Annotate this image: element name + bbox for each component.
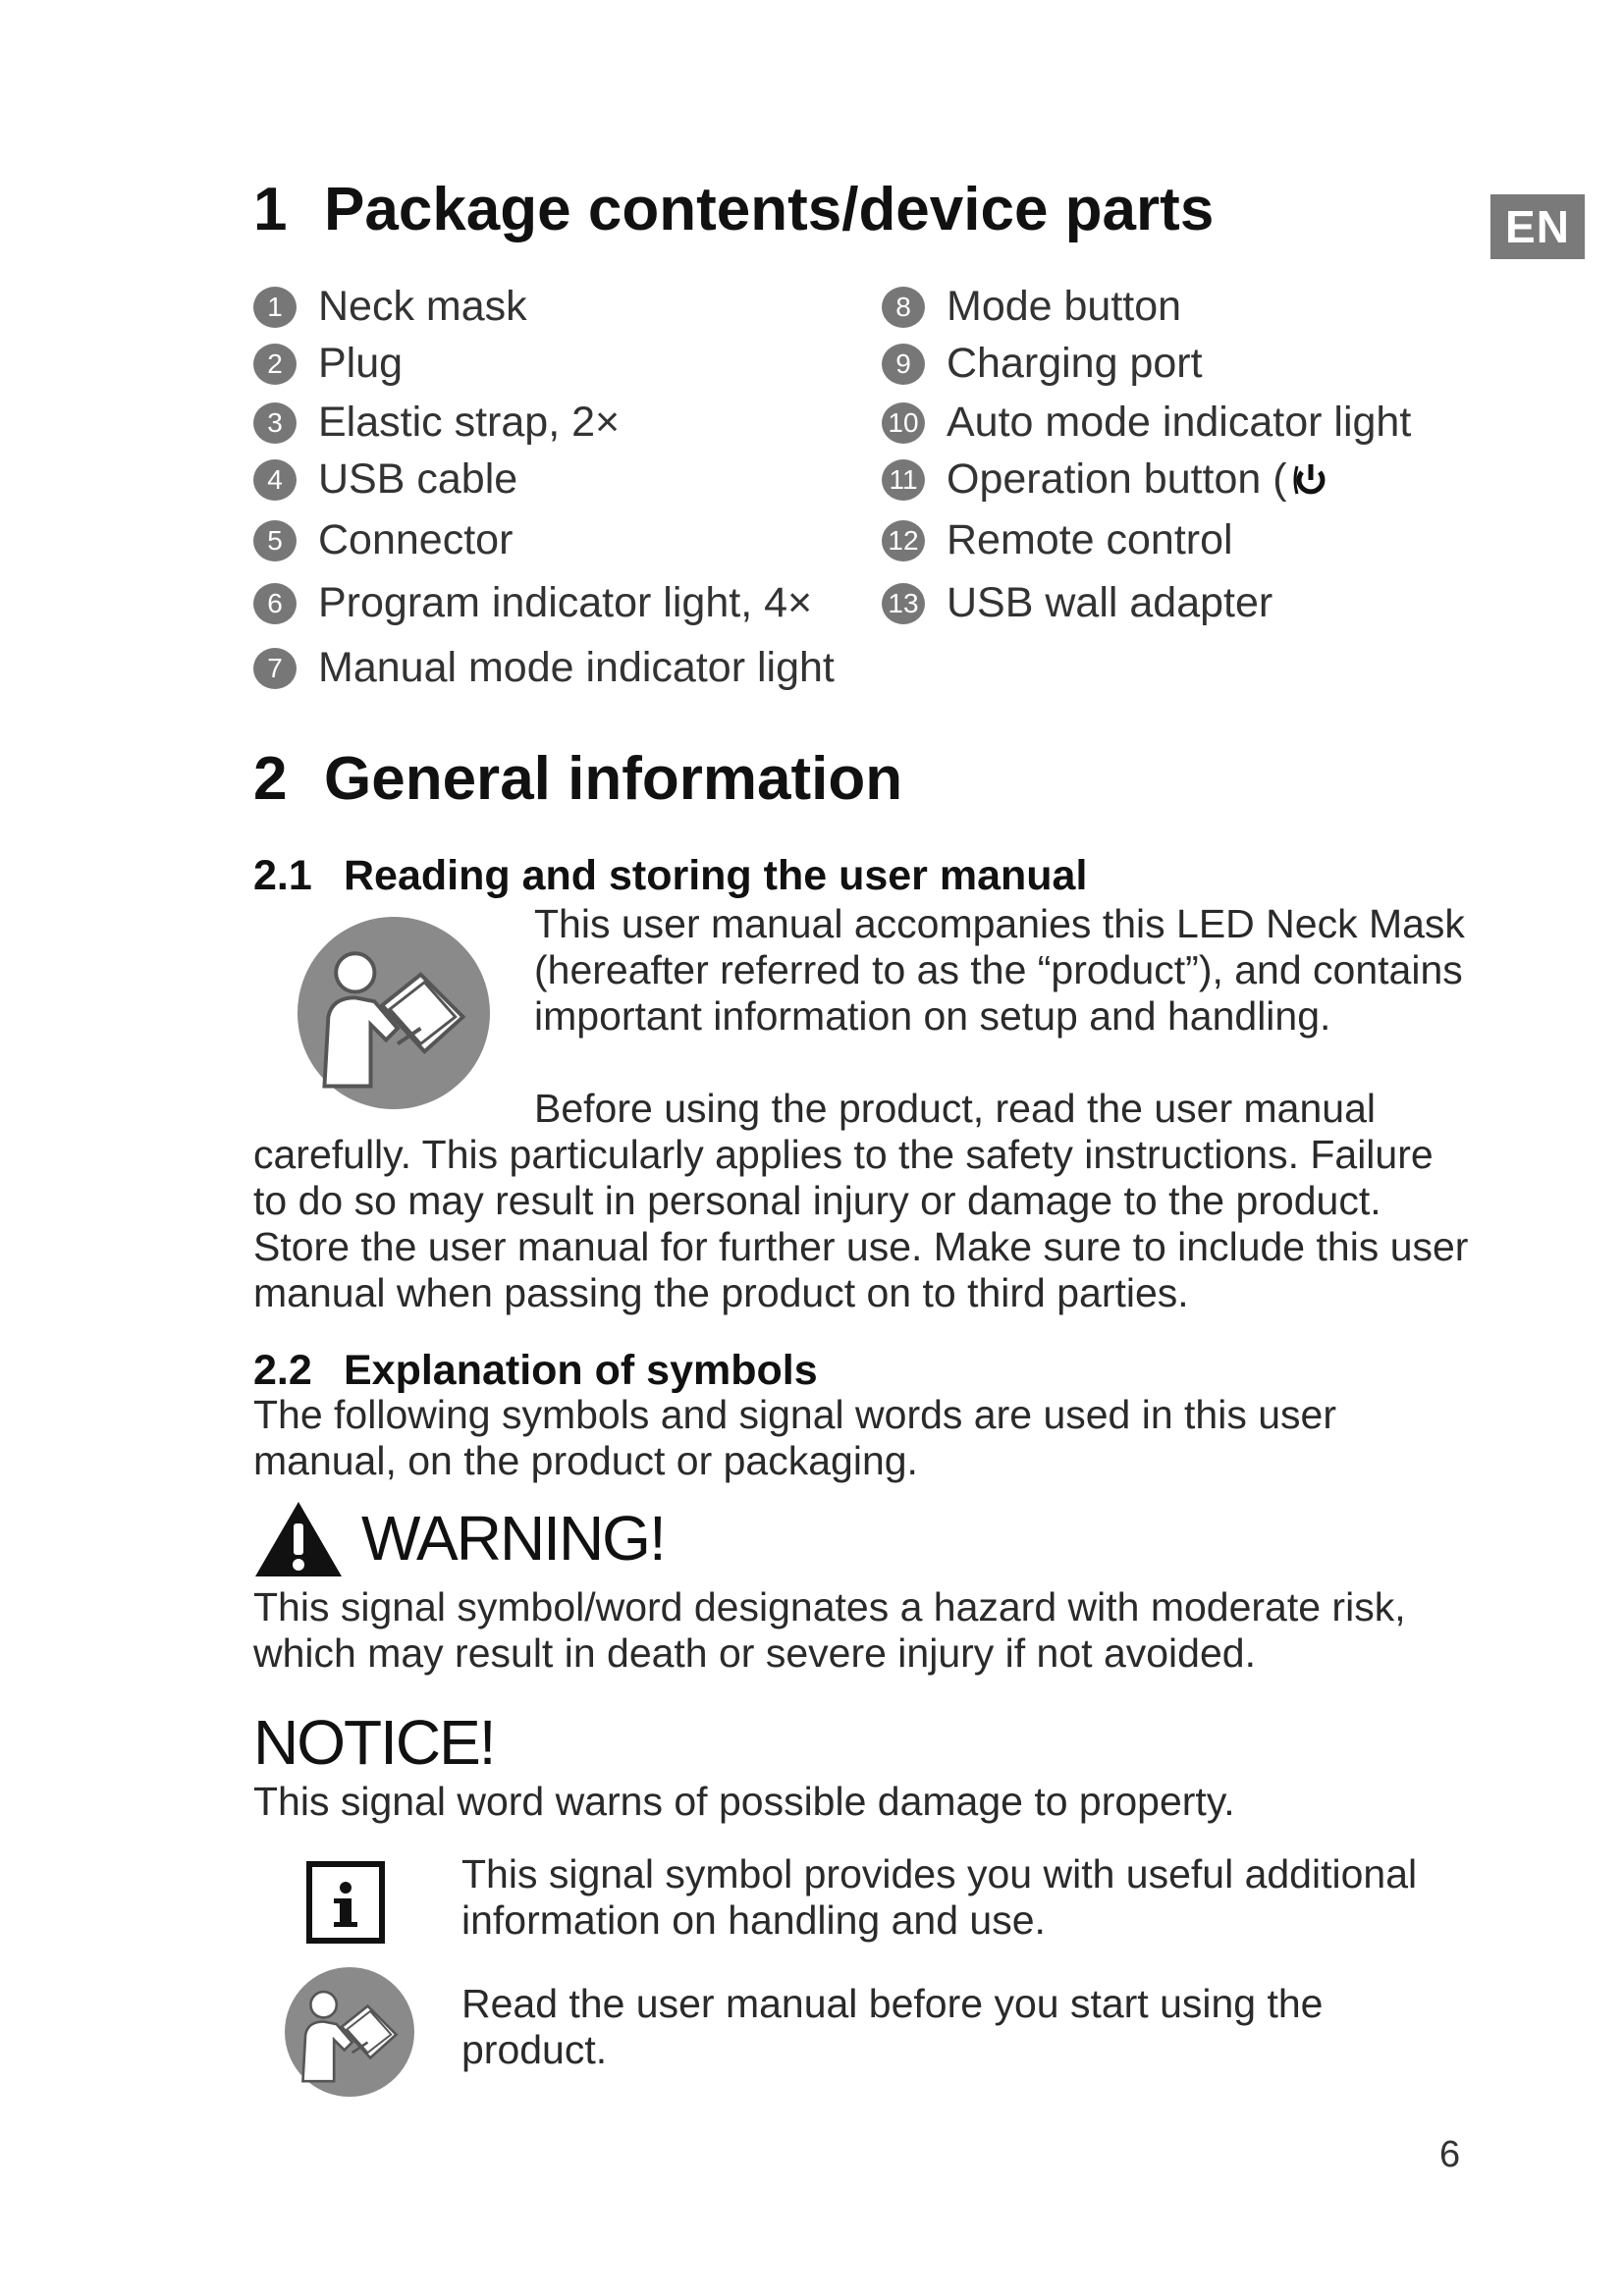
paragraph-symbols-intro: The following symbols and signal words are used in this user manual, on the product or packaging.: [253, 1392, 1336, 1483]
warning-signal-word: WARNING!: [361, 1503, 665, 1574]
part-item: [882, 455, 1330, 504]
section-1-heading: [253, 175, 1214, 244]
read-manual-icon: [295, 917, 493, 1109]
part-label: Mode button: [947, 283, 1182, 330]
info-icon: [306, 1861, 385, 1944]
part-item: [253, 644, 835, 692]
subsection-number: 2.2: [253, 1347, 312, 1394]
power-icon: [1291, 460, 1330, 500]
warning-triangle-icon: [253, 1500, 344, 1578]
part-item: [253, 579, 812, 627]
part-number-badge: 1: [253, 287, 297, 328]
part-item: [253, 455, 517, 504]
paragraph-manual-intro: This user manual accompanies this LED Neck Mask (hereafter referred to as the “product”), and contains important information on setup and handling.: [534, 901, 1465, 1039]
part-number-badge: 8: [882, 287, 925, 328]
read-manual-icon: [283, 1967, 416, 2097]
subsection-title: Explanation of symbols: [344, 1347, 818, 1394]
part-label: Auto mode indicator light: [947, 399, 1412, 446]
part-label: Neck mask: [318, 283, 527, 330]
subsection-2-2-heading: [253, 1347, 818, 1395]
part-label: Manual mode indicator light: [318, 644, 835, 691]
paragraph-manual-cont: carefully. This particularly applies to the safety instructions. Failure to do so may result in personal injury or damage to the product. Store the user manual for further use. Make sure to include this user manual when passing the product on to third parties.: [253, 1132, 1469, 1315]
part-number-badge: 3: [253, 402, 297, 444]
read-manual-description: Read the user manual before you start using the product.: [461, 1981, 1324, 2072]
part-number-badge: 2: [253, 344, 297, 385]
part-item: [253, 399, 620, 447]
part-item: [882, 579, 1272, 627]
part-label: Plug: [318, 340, 404, 387]
part-item: [882, 399, 1411, 447]
part-item: [253, 283, 527, 331]
part-label: Connector: [318, 516, 514, 563]
part-item: [253, 340, 403, 388]
notice-signal-word: NOTICE!: [253, 1707, 495, 1778]
warning-description: This signal symbol/word designates a hazard with moderate risk, which may result in death or severe injury if not avoided.: [253, 1584, 1406, 1676]
subsection-2-1-heading: [253, 852, 1087, 900]
section-2-heading: [253, 744, 902, 814]
part-label: Elastic strap, 2×: [318, 399, 621, 446]
info-description: This signal symbol provides you with useful additional information on handling and use.: [461, 1851, 1418, 1943]
part-number-badge: 6: [253, 583, 297, 624]
section-number: 2: [253, 745, 288, 813]
section-title: Package contents/device parts: [324, 176, 1215, 243]
part-label: USB cable: [318, 455, 518, 503]
part-label: Program indicator light, 4×: [318, 579, 813, 626]
part-label: USB wall adapter: [947, 579, 1273, 626]
part-item: [882, 283, 1181, 331]
subsection-title: Reading and storing the user manual: [344, 852, 1088, 899]
notice-description: This signal word warns of possible damage to property.: [253, 1779, 1235, 1824]
part-label: Charging port: [947, 340, 1203, 387]
language-tab: EN: [1490, 194, 1585, 259]
part-number-badge: 10: [882, 402, 925, 444]
part-number-badge: 5: [253, 520, 297, 561]
part-label: Remote control: [947, 516, 1233, 563]
part-number-badge: 9: [882, 344, 925, 385]
part-number-badge: 13: [882, 583, 925, 624]
part-item: [253, 516, 513, 564]
subsection-number: 2.1: [253, 852, 312, 899]
part-number-badge: 12: [882, 520, 925, 561]
part-item: [882, 516, 1233, 564]
part-item: [882, 340, 1203, 388]
part-number-badge: 7: [253, 648, 297, 689]
part-number-badge: 4: [253, 459, 297, 501]
page-number: 6: [1439, 2134, 1461, 2175]
section-number: 1: [253, 176, 288, 243]
section-title: General information: [324, 745, 903, 813]
part-label: Operation button (: [947, 455, 1287, 503]
part-number-badge: 11: [882, 459, 925, 501]
paragraph-manual-cont-first: Before using the product, read the user manual: [534, 1086, 1376, 1131]
